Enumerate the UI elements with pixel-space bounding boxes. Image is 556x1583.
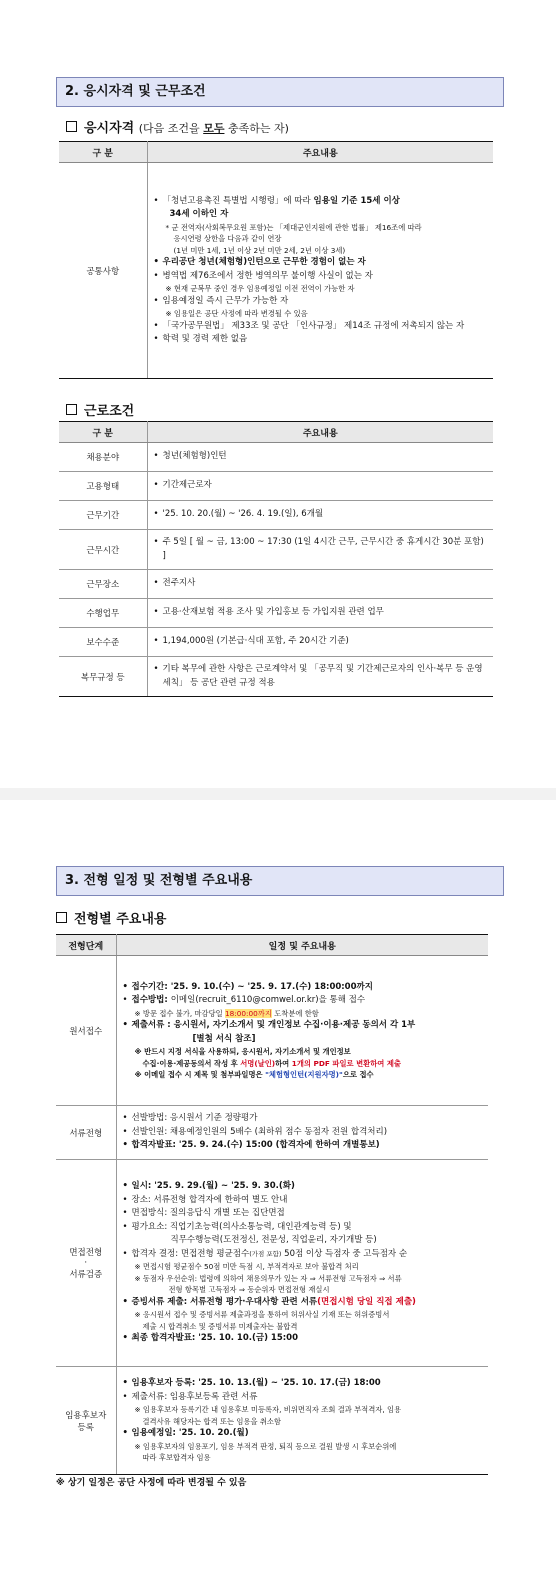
checkbox-square-icon xyxy=(66,404,77,415)
table-row-document-screening: 서류전형 • 선발방법: 응시원서 기준 정량평가 • 선발인원: 채용예정인원의 5배수 (최하위 점수 동점자 전원 합격처리) • 합격자발표: '25. 9. 24.(수) 15:00 (합격자에 한하여 개별통보) xyxy=(56,1106,488,1160)
section-2-title: 2. 응시자격 및 근무조건 xyxy=(56,77,504,107)
qualification-table xyxy=(59,141,493,379)
qualification-heading: 응시자격 (다음 조건을 모두 충족하는 자) xyxy=(66,117,289,136)
page-2 xyxy=(0,800,556,1583)
section-3-title: 3. 전형 일정 및 전형별 주요내용 xyxy=(56,866,504,896)
table-row: 보수수준 • 1,194,000원 (기본급·식대 포함, 주 20시간 기준) xyxy=(59,628,493,657)
col-header-content: 주요내용 xyxy=(147,422,493,443)
table-row: 근무시간 • 주 5일 [ 월 ~ 금, 13:00 ~ 17:30 (1일 4시간 근무, 근무시간 중 휴게시간 30분 포함) ] xyxy=(59,530,493,570)
qualification-note: (다음 조건을 모두 충족하는 자) xyxy=(138,122,289,135)
work-conditions-heading: 근로조건 xyxy=(66,400,134,419)
table-row: 수행업무 • 고용·산재보험 적용 조사 및 가입홍보 등 가입지원 관련 업무 xyxy=(59,599,493,628)
page-1 xyxy=(0,0,556,788)
email-address: recruit_6110@comwel.or.kr xyxy=(198,995,316,1005)
row-label-common: 공통사항 xyxy=(59,163,147,379)
schedule-footnote: ※ 상기 일정은 공단 사정에 따라 변경될 수 있음 xyxy=(56,1478,247,1488)
table-row: 고용형태 • 기간제근로자 xyxy=(59,472,493,501)
work-conditions-table xyxy=(59,421,493,697)
col-header-schedule: 일정 및 주요내용 xyxy=(116,935,488,956)
table-row-interview: 면접전형 · 서류검증 • 일시: '25. 9. 29.(월) ~ '25. 9. 30.(화) • 장소: 서류전형 합격자에 한하여 별도 안내 • 면접방식: 질의응답식 개별 또는 집단면접 • 평가요소: 직업기초능력(의사소통능력, 대인관계능력 등) 및 직무수행능력(도전정신, 전문성, 직업윤리, 자기개발 등) • 합격자 결정: 면접전형 평균점수(가점 포함) 50점 이상 득점자 중 고득점자 순 ※ 면접시험 평균점수 50점 미만 득점 시, 부적격자로 보아 불합격 처리 ※ 동점자 우선순위: 법령에 의하여 채용의무가 있는 자 ⇒ 서류전형 고득점자 ⇒ 서류 전형 항목별 고득점자 ⇒ 동순위자 면접전형 재실시 • 증빙서류 제출: 서류전형 평가·우대사항 관련 서류(면접시험 당일 직접 제출) ※ 응시원서 접수 및 증빙서류 제출과정을 통하여 허위사실 기재 또는 허위증빙서 제출 시 합격취소 및 증빙서류 미제출자는 불합격 • 최종 합격자발표: '25. 10. 10.(금) 15:00 xyxy=(56,1160,488,1367)
table-row: 채용분야 • 청년(체험형)인턴 xyxy=(59,443,493,472)
col-header-category: 구 분 xyxy=(59,142,147,163)
table-row xyxy=(59,163,493,379)
table-row: 근무기간 • '25. 10. 20.(월) ~ '26. 4. 19.(일), 6개월 xyxy=(59,501,493,530)
col-header-category: 구 분 xyxy=(59,422,147,443)
col-header-content: 주요내용 xyxy=(147,142,493,163)
schedule-table xyxy=(56,934,488,1475)
schedule-heading: 전형별 주요내용 xyxy=(56,908,166,927)
table-row: 복무규정 등 • 기타 복무에 관한 사항은 근로계약서 및 「공무직 및 기간제근로자의 인사·복무 등 운영세칙」 등 공단 관련 규정 적용 xyxy=(59,657,493,697)
col-header-stage: 전형단계 xyxy=(56,935,116,956)
checkbox-square-icon xyxy=(66,121,77,132)
qualification-content: • 「청년고용촉진 특별법 시행령」에 따라 임용일 기준 15세 이상 34세 이하인 자 * 군 전역자(사회복무요원 포함)는 「제대군인지원에 관한 법률」 제16조에 따라 응시연령 상한을 다음과 같이 연장 (1년 미만 1세, 1년 이상 2년 미만 2세, 2년 이상 3세) • 우리공단 청년(체험형)인턴으로 근무한 경험이 없는 자 • 병역법 제76조에서 정한 병역의무 불이행 사실이 없는 자 ※ 현재 군복무 중인 경우 임용예정일 이전 전역이 가능한 자 • 임용예정일 즉시 근무가 가능한 자 ※ 임용일은 공단 사정에 따라 변경될 수 있음 • 「국가공무원법」 제33조 및 공단 「인사규정」 제14조 규정에 저촉되지 않는 자 • 학력 및 경력 제한 없음 xyxy=(147,163,493,379)
checkbox-square-icon xyxy=(56,912,67,923)
table-row-application: 원서접수 • 접수기간: '25. 9. 10.(수) ~ '25. 9. 17.(수) 18:00:00까지 • 접수방법: 이메일(recruit_6110@comwel.or.kr)을 통해 접수 ※ 방문 접수 불가, 마감당일 18:00:00까지 도착분에 한함 • 제출서류 : 응시원서, 자기소개서 및 개인정보 수집·이용·제공 동의서 각 1부 [별첨 서식 참조] ※ 반드시 지정 서식을 사용하되, 응시원서, 자기소개서 및 개인정보 수집·이용·제공동의서 작성 후 서명(날인)하여 1개의 PDF 파일로 변환하여 제출 ※ 이메일 접수 시 제목 및 첨부파일명은 "체험형인턴(지원자명)"으로 접수 xyxy=(56,956,488,1106)
table-row-candidate-registration: 임용후보자 등록 • 임용후보자 등록: '25. 10. 13.(월) ~ '25. 10. 17.(금) 18:00 • 제출서류: 임용후보등록 관련 서류 ※ 임용후보자 등록기간 내 임용후보 미등록자, 비위면직자 조회 결과 부적격자, 임용 결격사유 해당자는 합격 또는 임용을 취소함 • 임용예정일: '25. 10. 20.(월) ※ 임용후보자의 임용포기, 임용 부적격 판정, 퇴직 등으로 결원 발생 시 후보순위에 따라 후보합격자 임용 xyxy=(56,1367,488,1475)
table-row: 근무장소 • 전주지사 xyxy=(59,570,493,599)
